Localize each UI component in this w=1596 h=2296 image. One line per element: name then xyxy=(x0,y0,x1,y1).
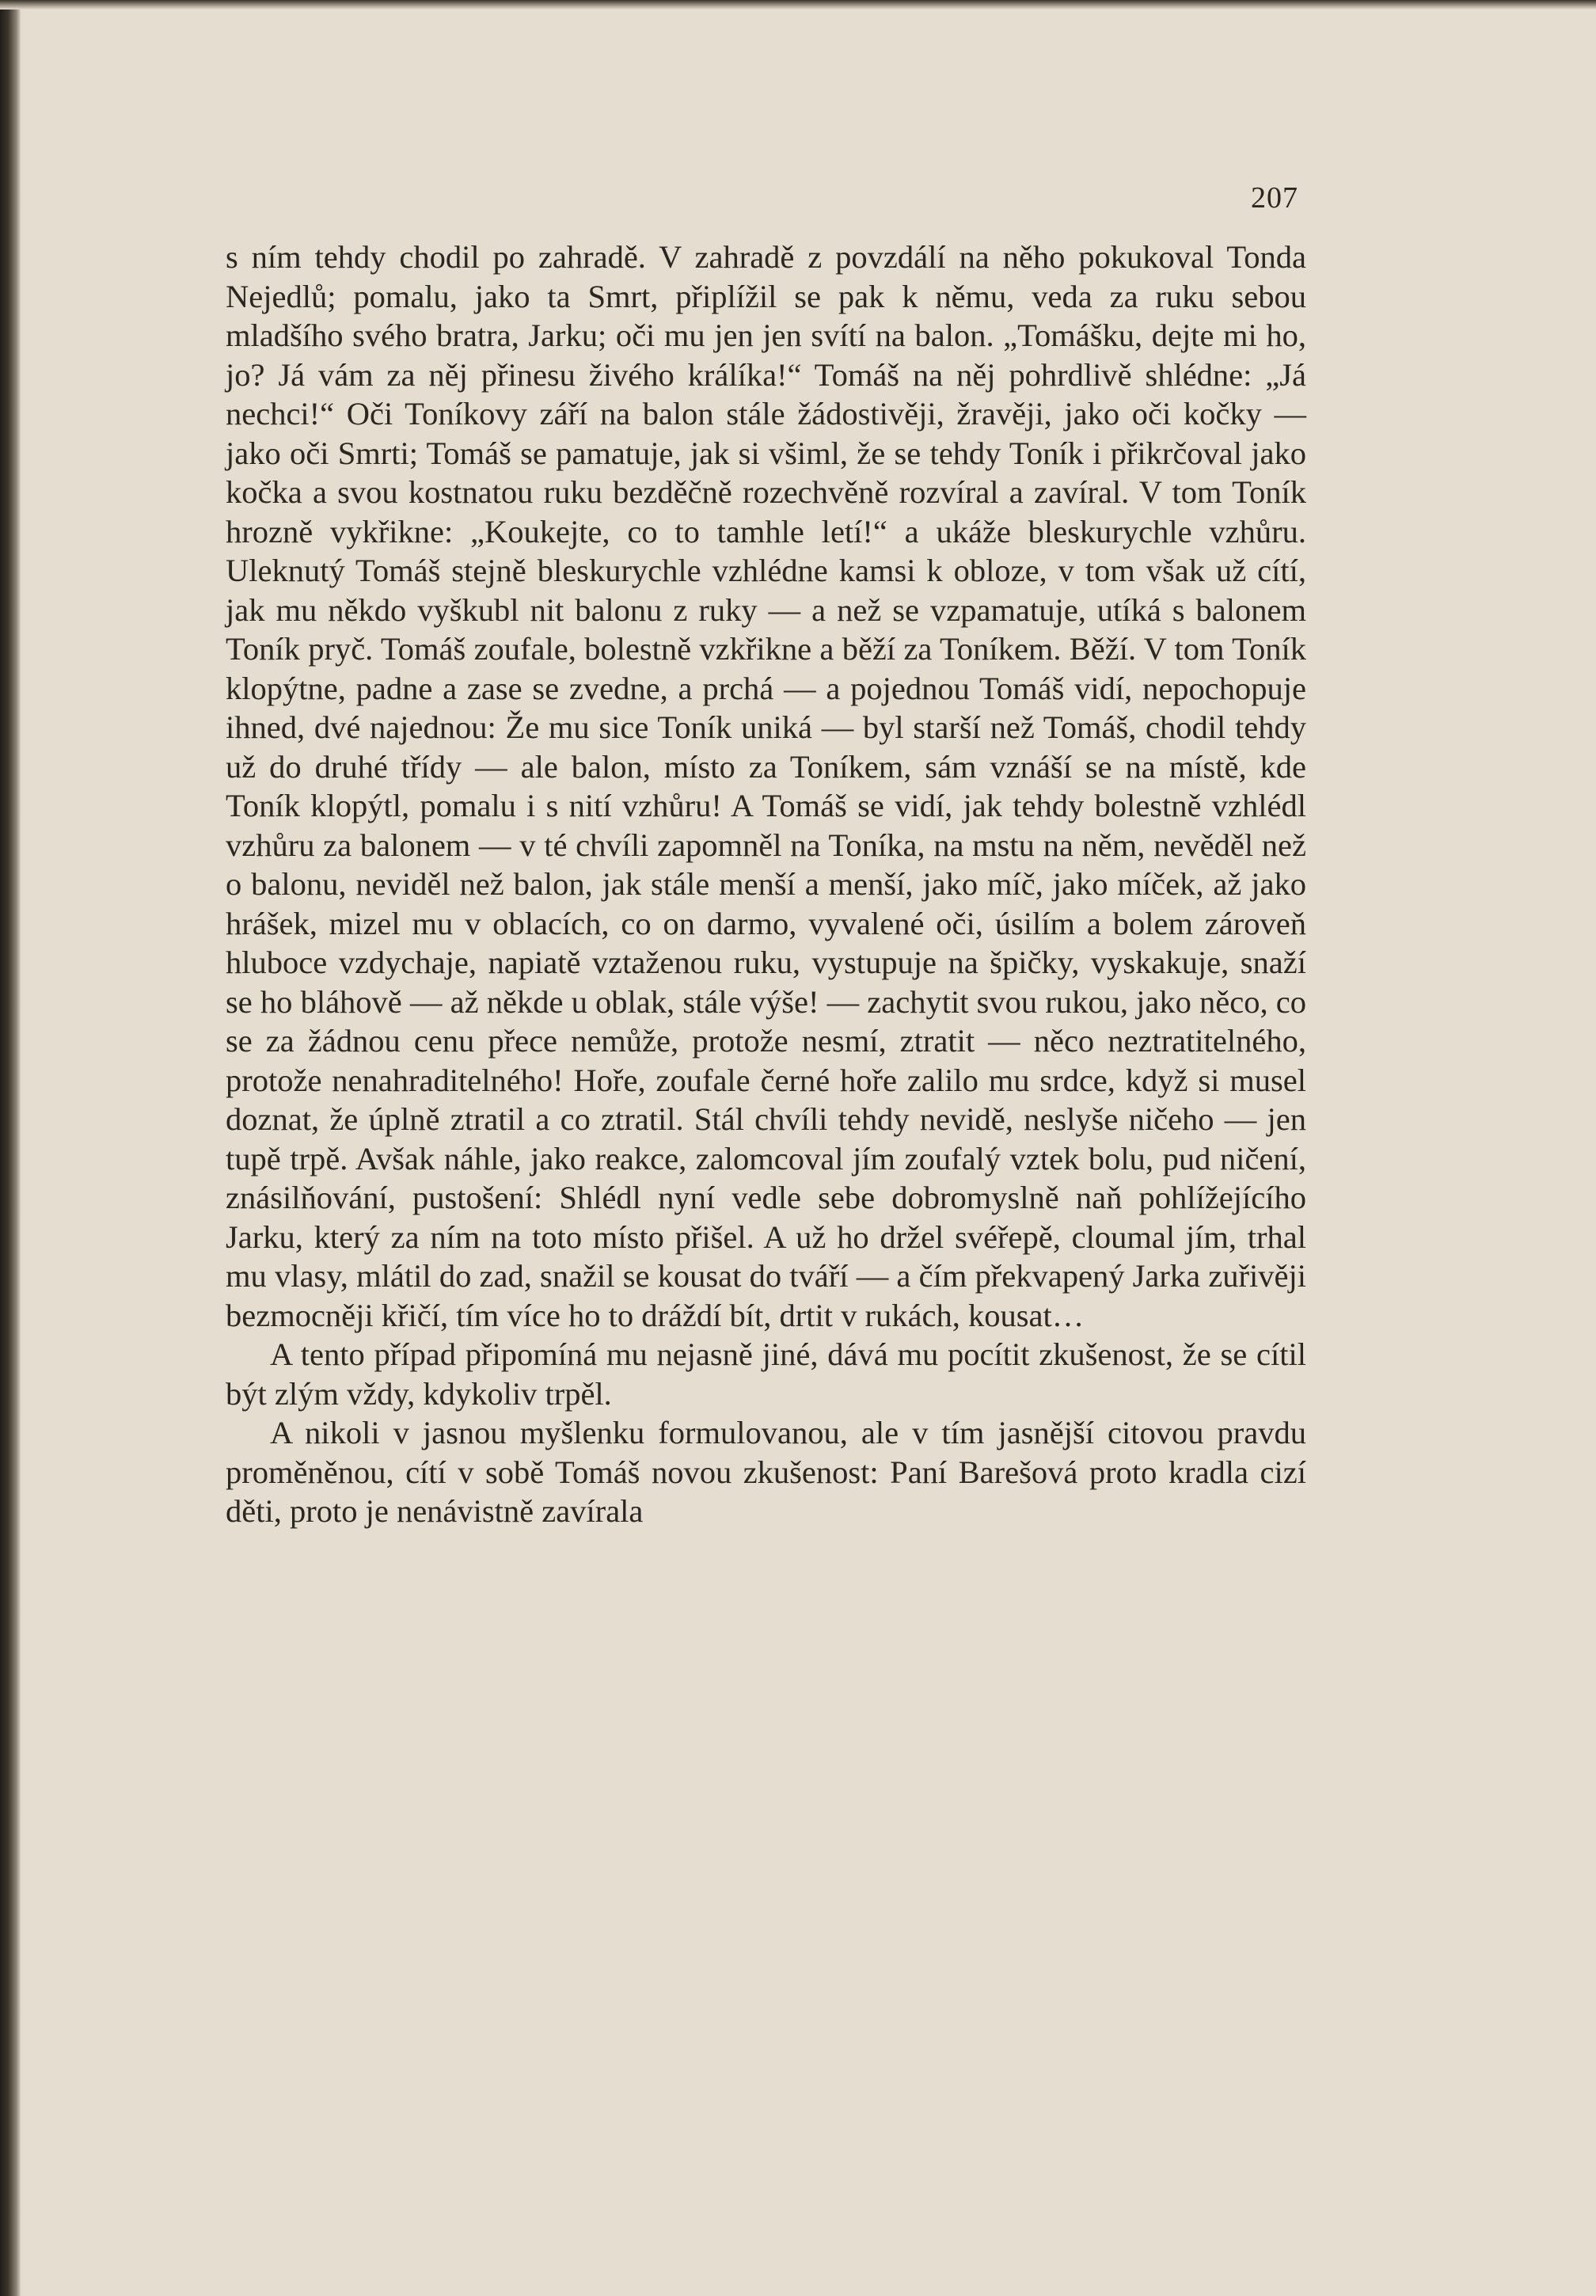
paragraph-3: A nikoli v jasnou myšlenku formulovanou, ale v tím jasnější citovou pravdu proměněnou, cítí v sobě Tomáš novou zkušenost: Paní Barešová proto kradla cizí děti, proto je nenávistně zavírala xyxy=(226,1415,1306,1529)
paragraph-1: s ním tehdy chodil po zahradě. V zahradě z povzdálí na něho pokukoval Tonda Nejedlů; pomalu, jako ta Smrt, připlížil se pak k němu, veda za ruku sebou mladšího svého bratra, Jarku; oči mu jen jen svítí na balon. „Tomášku, dejte mi ho, jo? Já vám za něj přinesu živého králíka!“ Tomáš na něj pohrdlivě shlédne: „Já nechci!“ Oči Toníkovy září na balon stále žádostivěji, žravěji, jako oči kočky — jako oči Smrti; Tomáš se pamatuje, jak si všiml, že se tehdy Toník i přikrčoval jako kočka a svou kostnatou ruku bezděčně rozechvěně rozvíral a zavíral. V tom Toník hrozně vykřikne: „Koukejte, co to tamhle letí!“ a ukáže bleskurychle vzhůru. Uleknutý Tomáš stejně bleskurychle vzhlédne kamsi k obloze, v tom však už cítí, jak mu někdo vyškubl nit balonu z ruky — a než se vzpamatuje, utíká s balonem Toník pryč. Tomáš zoufale, bolestně vzkřikne a běží za Toníkem. Běží. V tom Toník klopýtne, padne a zase se zvedne, a prchá — a pojednou Tomáš vidí, nepochopuje ihned, dvé najednou: Že mu sice Toník uniká — byl starší než Tomáš, chodil tehdy už do druhé třídy — ale balon, místo za Toníkem, sám vznáší se na místě, kde Toník klopýtl, pomalu i s nití vzhůru! A Tomáš se vidí, jak tehdy bolestně vzhlédl vzhůru za balonem — v té chvíli zapomněl na Toníka, na mstu na něm, nevěděl než o balonu, neviděl než balon, jak stále menší a menší, jako míč, jako míček, až jako hrášek, mizel mu v oblacích, co on darmo, vyvalené oči, úsilím a bolem zároveň hluboce vzdychaje, napiatě vztaženou ruku, vystupuje na špičky, vyskakuje, snaží se ho bláhově — až někde u oblak, stále výše! — zachytit svou rukou, jako něco, co se za žádnou cenu přece nemůže, protože nesmí, ztratit — něco neztratitelného, protože nenahraditelného! Hoře, zoufale černé hoře zalilo mu srdce, když si musel doznat, že úplně ztratil a co ztratil. Stál chvíli tehdy nevidě, neslyše ničeho — jen tupě trpě. Avšak náhle, jako reakce, zalomcoval jím zoufalý vztek bolu, pud ničení, znásilňování, pustošení: Shlédl nyní vedle sebe dobromyslně naň pohlížejícího Jarku, který za ním na toto místo přišel. A už ho držel svéřepě, cloumal jím, trhal mu vlasy, mlátil do zad, snažil se kousat do tváří — a čím překvapený Jarka zuřivěji bezmocněji křičí, tím více ho to dráždí bít, drtit v rukách, kousat… xyxy=(226,239,1306,1333)
binding-edge xyxy=(0,0,21,2296)
scan-top-edge xyxy=(0,0,1596,10)
page-number: 207 xyxy=(1251,181,1298,215)
body-text xyxy=(226,238,1306,1531)
paragraph-2: A tento případ připomíná mu nejasně jiné, dává mu pocítit zkušenost, že se cítil být zlým vždy, kdykoliv trpěl. xyxy=(226,1336,1306,1412)
